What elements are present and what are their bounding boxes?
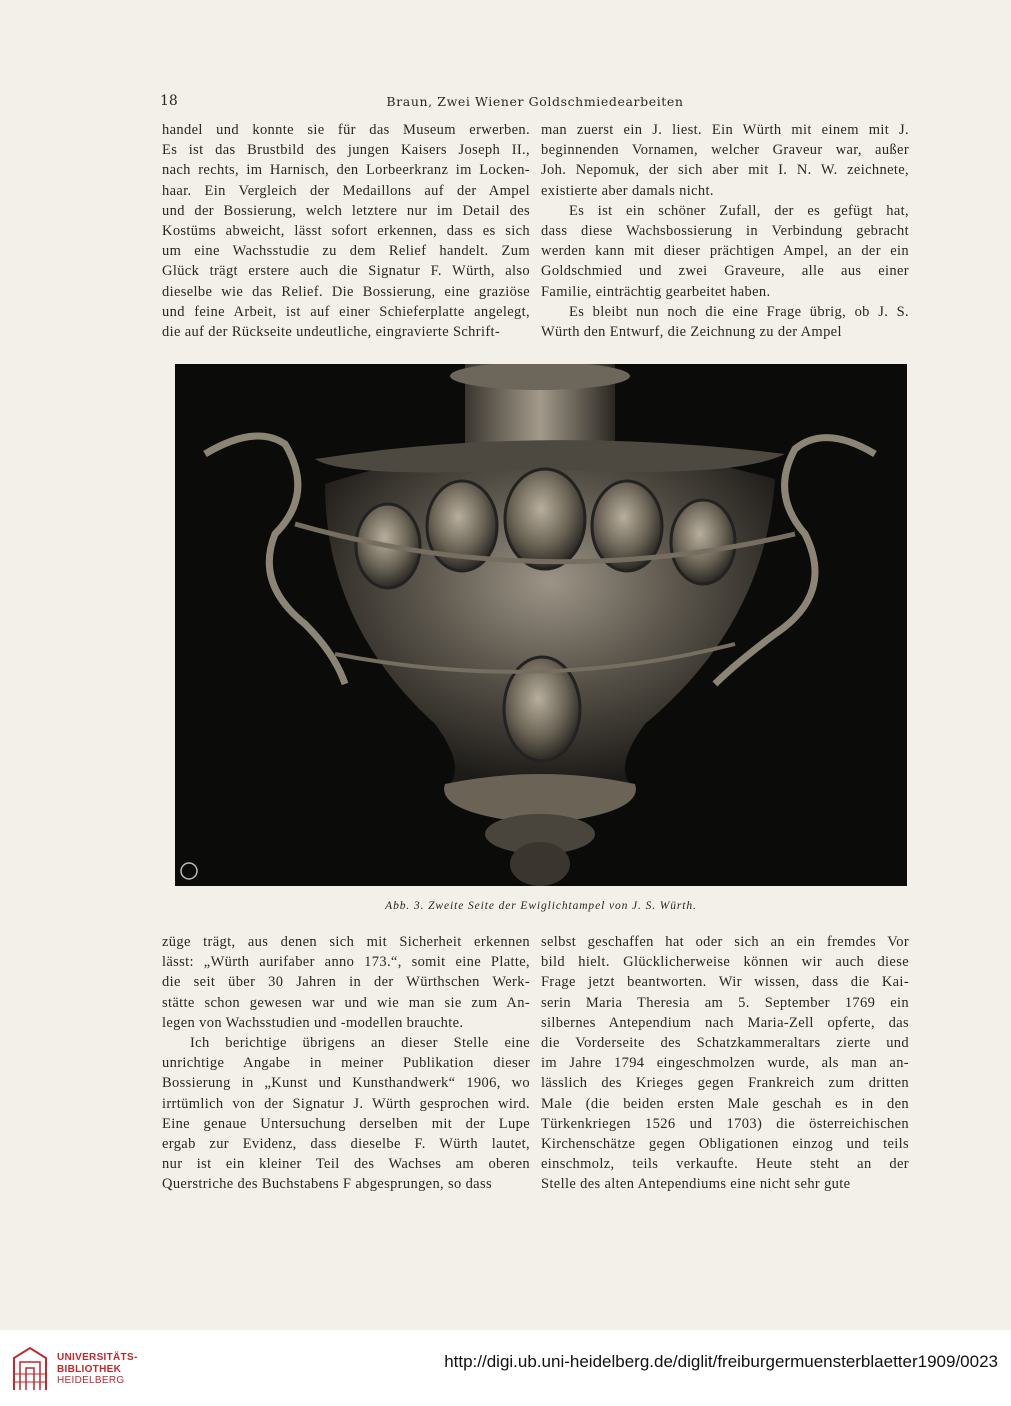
text-line: züge trägt, aus denen sich mit Sicherheit erkennen [162,934,530,950]
text-line: Querstriche des Buchstabens F abgesprungen, so dass [162,1176,492,1193]
text-line: Stelle des alten Antependiums eine nicht sehr gute [541,1176,851,1193]
text-line: Kostüms abweicht, lässt sofort erkennen, dass es sich [162,223,530,240]
source-url-link[interactable]: http://digi.ub.uni-heidelberg.de/diglit/freiburgermuensterblaetter1909/0023 [444,1352,998,1371]
text-line: werden kann mit dieser prächtigen Ampel, an der ein [541,243,909,260]
text-line: stätte schon gewesen war und wie man sie zum An- [162,994,530,1011]
text-line: Kirchenschätze gegen Obligationen einzog und teils [541,1136,909,1153]
text-line: die Vorderseite des Schatzkammeraltars zierte und [541,1035,909,1052]
text-line: silbernes Antependium nach Maria-Zell opferte, das [541,1014,909,1031]
paragraph [162,932,530,1033]
text-line: Glück trägt erstere auch die Signatur F. Würth, also [162,263,530,280]
text-line: unrichtige Angabe in meiner Publikation dieser [162,1055,530,1072]
paragraph [541,120,909,201]
text-line: Male (die beiden ersten Male geschah es in den [541,1095,909,1112]
text-line: existierte aber damals nicht. [541,182,714,199]
page-number: 18 [160,93,178,109]
text-line: handel und konnte sie für das Museum erwerben. [162,122,530,138]
text-line: selbst geschaffen hat oder sich an ein fremdes Vor [541,934,909,950]
text-line: Bossierung in „Kunst und Kunsthandwerk“ 1906, wo [162,1075,530,1092]
text-line: Es ist ein schöner Zufall, der es gefügt hat, [569,202,909,219]
library-line-3: HEIDELBERG [57,1375,125,1386]
text-line: Ich berichtige übrigens an dieser Stelle eine [190,1035,530,1052]
text-line: haar. Ein Vergleich der Medaillons auf der Ampel [162,182,530,199]
library-name [57,1352,138,1387]
text-line: Es ist das Brustbild des jungen Kaisers Joseph II., [162,142,530,159]
text-line: im Jahre 1794 eingeschmolzen wurde, als man an- [541,1055,909,1072]
text-line: bild hielt. Glücklicherweise können wir auch diese [541,954,909,971]
text-column-top-left [162,120,530,342]
paragraph [162,1033,530,1195]
text-line: Würth den Entwurf, die Zeichnung zu der Ampel [541,324,842,341]
text-line: irrtümlich von der Signatur J. Würth gesprochen wird. [162,1095,530,1112]
text-line: die seit über 30 Jahren in der Würthschen Werk- [162,974,530,991]
text-line: dieselbe wie das Relief. Die Bossierung, eine graziöse [162,283,530,300]
text-line: und der Bossierung, welch letztere nur im Detail des [162,202,530,219]
text-line: Joh. Nepomuk, der sich aber mit I. N. W. zeichnete, [541,162,909,179]
text-column-bottom-right [541,932,909,1195]
text-line: dass diese Wachsbossierung in Verbindung gebracht [541,223,909,240]
running-title: Braun, Zwei Wiener Goldschmiedearbeiten [386,94,684,109]
paragraph [541,201,909,302]
library-logo-icon [10,1344,50,1394]
text-line: Frage jetzt beantworten. Wir wissen, dass die Kai- [541,974,909,991]
lamp-photo-illustration [175,364,907,886]
text-column-bottom-left [162,932,530,1195]
digitization-footer [0,1330,1011,1406]
text-line: beginnenden Vornamen, welcher Graveur war, außer [541,142,909,159]
photograph-ewiglichtampel [175,364,907,886]
text-line: ergab zur Evidenz, dass dieselbe F. Würth lautet, [162,1136,530,1153]
text-line: serin Maria Theresia am 5. September 1769 ein [541,994,909,1011]
text-line: die auf der Rückseite undeutliche, eingravierte Schrift- [162,324,501,341]
figure-caption: Abb. 3. Zweite Seite der Ewiglichtampel von J. S. Würth. [385,900,697,912]
text-line: nur ist ein kleiner Teil des Wachses am oberen [162,1156,530,1173]
text-line: lässt: „Würth aurifaber anno 173.“, somit eine Platte, [162,954,530,971]
text-line: um eine Wachsstudie zu dem Relief handelt. Zum [162,243,530,260]
running-header [160,93,910,113]
text-line: Es bleibt nun noch die eine Frage übrig, ob J. S. [569,303,909,320]
text-column-top-right [541,120,909,342]
text-line: lässlich des Krieges gegen Frankreich zum dritten [541,1075,909,1092]
text-line: man zuerst ein J. liest. Ein Würth mit einem mit J. [541,122,909,138]
text-line: Türkenkriegen 1526 und 1703) die österreichischen [541,1115,909,1132]
text-line: Familie, einträchtig gearbeitet haben. [541,283,771,300]
library-line-2: BIBLIOTHEK [57,1363,122,1375]
paragraph [162,120,530,342]
text-line: Eine genaue Untersuchung derselben mit der Lupe [162,1115,530,1132]
text-line: legen von Wachsstudien und -modellen brauchte. [162,1014,464,1031]
paragraph [541,932,909,1195]
text-line: und feine Arbeit, ist auf einer Schieferplatte angelegt, [162,303,530,320]
library-line-1: UNIVERSITÄTS- [57,1352,138,1363]
paragraph [541,302,909,342]
text-line: Goldschmied und zwei Graveure, alle aus einer [541,263,909,280]
text-line: einschmolz, teils verkaufte. Heute steht an der [541,1156,909,1173]
text-line: nach rechts, im Harnisch, den Lorbeerkranz im Locken- [162,162,530,179]
